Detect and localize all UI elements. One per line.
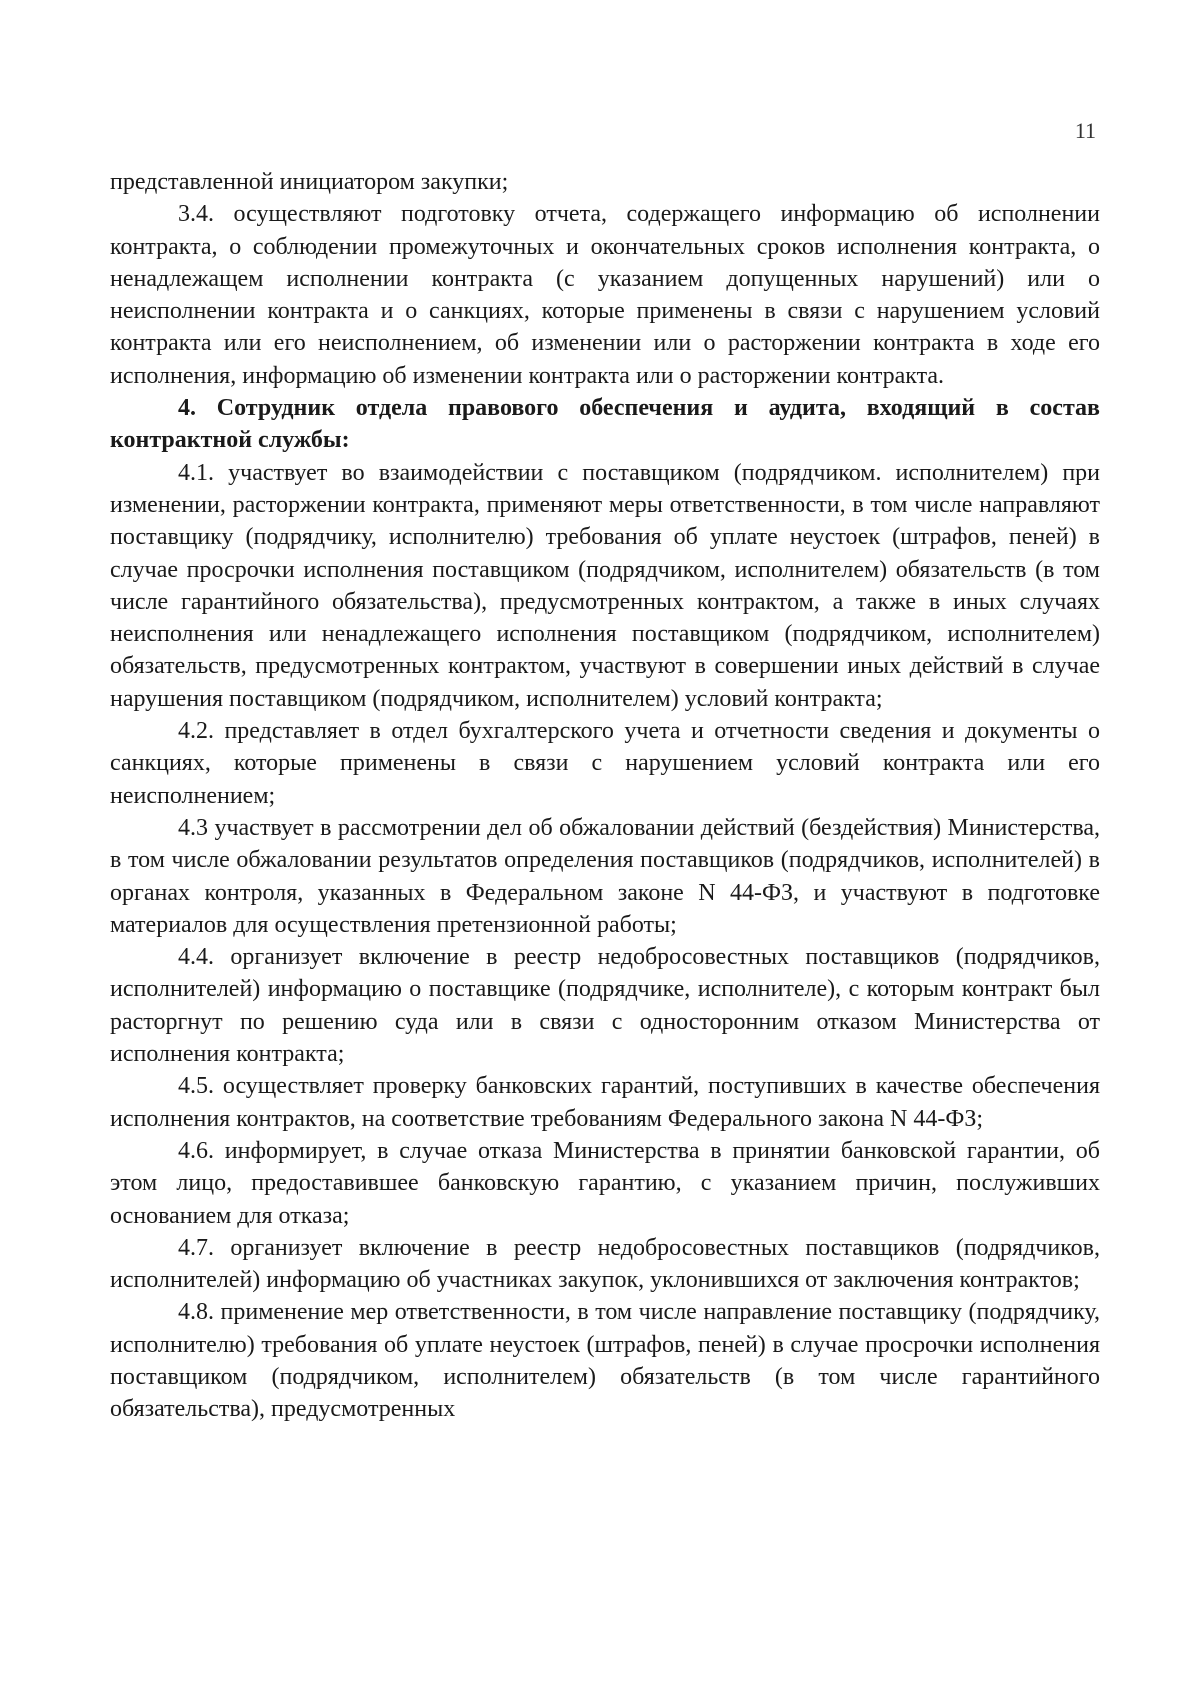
paragraph-4-4: 4.4. организует включение в реестр недобросовестных поставщиков (подрядчиков, исполнителей) информацию о поставщике (подрядчике, исполнителе), с которым контракт был расторгнут по решению суда или в связи с односторонним отказом Министерства от исполнения контракта; xyxy=(110,944,1100,1068)
paragraph-3-4: 3.4. осуществляют подготовку отчета, содержащего информацию об исполнении контракта, о соблюдении промежуточных и окончательных сроков исполнения контракта, о ненадлежащем исполнении контракта (с указанием допущенных нарушений) или о неисполнении контракта и о санкциях, которые применены в связи с нарушением условий контракта или его неисполнением, об изменении или о расторжении контракта в ходе его исполнения, информацию об изменении контракта или о расторжении контракта. xyxy=(110,201,1100,389)
paragraph-4-1: 4.1. участвует во взаимодействии с поставщиком (подрядчиком. исполнителем) при изменении, расторжении контракта, применяют меры ответственности, в том числе направляют поставщику (подрядчику, исполнителю) требования об уплате неустоек (штрафов, пеней) в случае просрочки исполнения поставщиком (подрядчиком, исполнителем) обязательств (в том числе гарантийного обязательства), предусмотренных контрактом, а также в иных случаях неисполнения или ненадлежащего исполнения поставщиком (подрядчиком, исполнителем) обязательств, предусмотренных контрактом, участвуют в совершении иных действий в случае нарушения поставщиком (подрядчиком, исполнителем) условий контракта; xyxy=(110,459,1100,712)
paragraph-4-5: 4.5. осуществляет проверку банковских гарантий, поступивших в качестве обеспечения исполнения контрактов, на соответствие требованиям Федерального закона N 44-ФЗ; xyxy=(110,1073,1100,1132)
paragraph-4-8: 4.8. применение мер ответственности, в том числе направление поставщику (подрядчику, исполнителю) требования об уплате неустоек (штрафов, пеней) в случае просрочки исполнения поставщиком (подрядчиком, исполнителем) обязательств (в том числе гарантийного обязательства), предусмотренных xyxy=(110,1299,1100,1423)
paragraph-4-7: 4.7. организует включение в реестр недобросовестных поставщиков (подрядчиков, исполнителей) информацию об участниках закупок, уклонившихся от заключения контрактов; xyxy=(110,1234,1100,1294)
document-body xyxy=(110,166,1100,1426)
paragraph-4-2: 4.2. представляет в отдел бухгалтерского учета и отчетности сведения и документы о санкциях, которые применены в связи с нарушением условий контракта или его неисполнением; xyxy=(110,718,1100,809)
paragraph-continuation: представленной инициатором закупки; xyxy=(110,169,509,195)
page-number: 11 xyxy=(1074,118,1096,143)
paragraph-4-6: 4.6. информирует, в случае отказа Министерства в принятии банковской гарантии, об этом лицо, предоставившее банковскую гарантию, с указанием причин, послуживших основанием для отказа; xyxy=(110,1137,1100,1229)
paragraph-4-3: 4.3 участвует в рассмотрении дел об обжаловании действий (бездействия) Министерства, в том числе обжаловании результатов определения поставщиков (подрядчиков, исполнителей) в органах контроля, указанных в Федеральном законе N 44-ФЗ, и участвуют в подготовке материалов для осуществления претензионной работы; xyxy=(110,814,1100,938)
section-heading-4: 4. Сотрудник отдела правового обеспечения и аудита, входящий в состав контрактной службы: xyxy=(110,395,1100,454)
